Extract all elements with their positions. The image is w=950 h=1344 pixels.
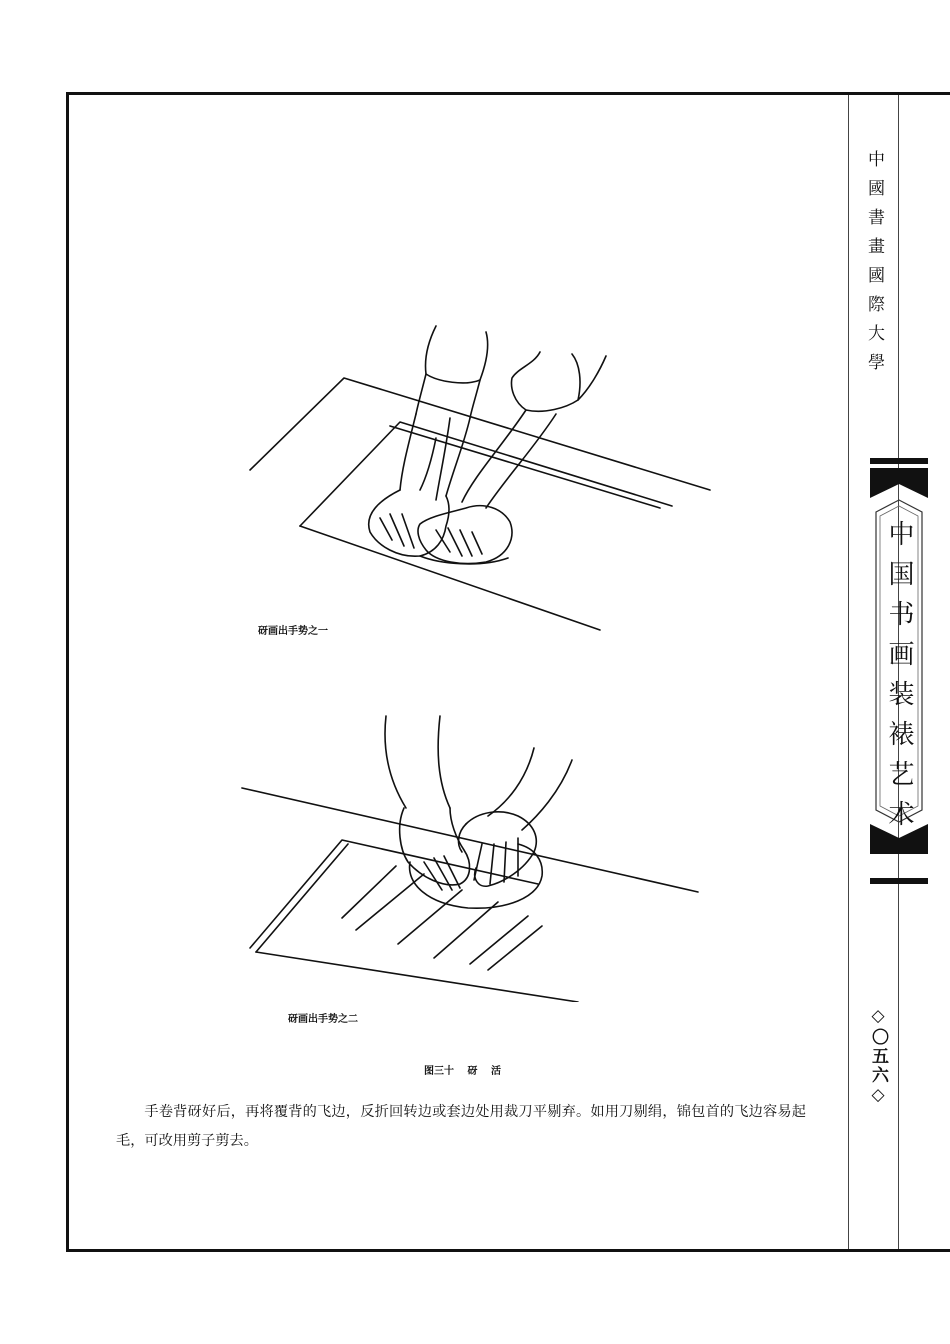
page-frame [66,92,950,1252]
institution-name: 中國書畫國際大學 [864,150,884,382]
page-number: ◇〇五六◇ [868,1006,888,1107]
ornament-bar-bottom [870,878,928,884]
sidebar-rule-left [848,95,849,1249]
body-paragraph: 手卷背砑好后，再将覆背的飞边，反折回转边或套边处用裁刀平剔弃。如用刀剔绢，锦包首的飞边容易起毛，可改用剪子剪去。 [116,1104,806,1149]
sub-caption-1: 砑画出手势之一 [258,626,328,637]
sub-caption-2: 砑画出手势之二 [288,1014,358,1025]
illustration-hands-2 [238,712,718,1002]
ornament-bar-top [870,458,928,464]
book-title: 中国书画装裱艺术 [884,520,914,840]
illustration-hands-1 [240,318,720,638]
figure-caption: 图三十 砑 活 [424,1066,501,1077]
